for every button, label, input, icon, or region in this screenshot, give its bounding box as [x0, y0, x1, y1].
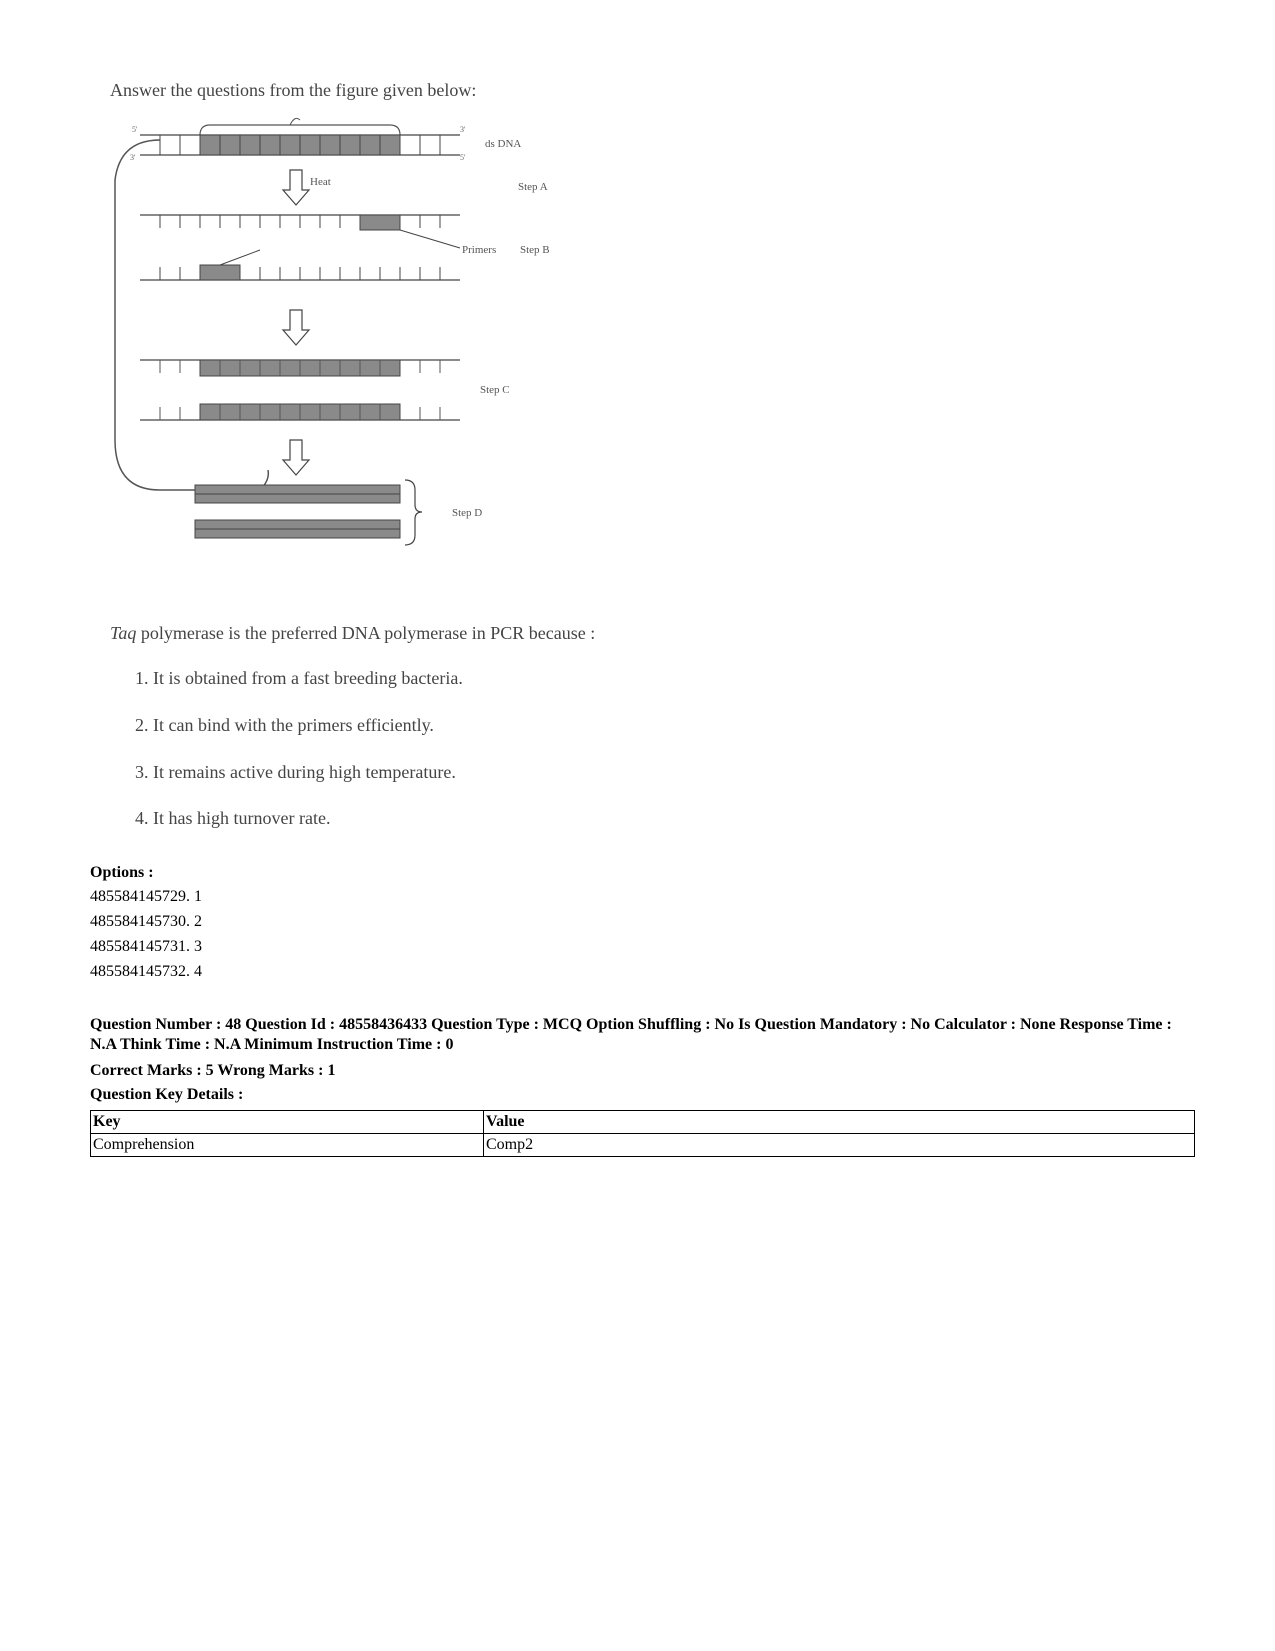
table-header-value: Value [484, 1111, 1195, 1134]
question-meta-line: Question Number : 48 Question Id : 48558436433 Question Type : MCQ Option Shuffling : No Is Question Mandatory : No Calculator : None Response Time : N.A Think Time : N.A Minimum Instruction Time : 0 [90, 1016, 1172, 1053]
table-row [91, 1134, 1195, 1157]
option-item: 485584145731. 3 [90, 938, 202, 955]
primer [360, 215, 400, 230]
statement-3: 3. It remains active during high temperature. [135, 762, 456, 782]
pcr-diagram [100, 110, 600, 610]
marks-line: Correct Marks : 5 Wrong Marks : 1 [90, 1062, 336, 1079]
down-arrow-icon [283, 440, 309, 475]
question-key-table [90, 1110, 1195, 1157]
question-image [100, 60, 700, 850]
table-header-row [91, 1111, 1195, 1134]
heat-label: Heat [310, 176, 331, 188]
step-a-label: Step A [518, 181, 548, 193]
option-item: 485584145730. 2 [90, 913, 202, 930]
down-arrow-icon [283, 170, 309, 205]
table-header-key: Key [91, 1111, 484, 1134]
primer [200, 265, 240, 280]
taq-italic: Taq [110, 623, 137, 643]
question-stem [110, 623, 595, 644]
three-prime-label: 3' [460, 125, 466, 134]
step-b-label: Step B [520, 244, 550, 256]
options-title: Options : [90, 864, 154, 881]
primers-label: Primers [462, 244, 497, 256]
step-d-label: Step D [452, 507, 483, 519]
table-cell-key: Comprehension [91, 1134, 484, 1157]
question-stem-rest: polymerase is the preferred DNA polymerase in PCR because : [136, 623, 596, 643]
ds-dna-strands [130, 125, 466, 162]
statement-2: 2. It can bind with the primers efficiently. [135, 715, 434, 735]
key-details-title: Question Key Details : [90, 1086, 244, 1103]
ds-dna-label: ds DNA [485, 138, 522, 150]
question-intro: Answer the questions from the figure given below: [110, 80, 477, 100]
option-item: 485584145732. 4 [90, 963, 202, 980]
option-item: 485584145729. 1 [90, 888, 202, 905]
down-arrow-icon [283, 310, 309, 345]
five-prime-label: 5' [132, 125, 138, 134]
table-cell-value: Comp2 [484, 1134, 1195, 1157]
three-prime-label: 3' [130, 153, 136, 162]
statement-1: 1. It is obtained from a fast breeding bacteria. [135, 668, 463, 688]
statement-4: 4. It has high turnover rate. [135, 808, 331, 828]
step-c-label: Step C [480, 384, 510, 396]
five-prime-label: 5' [460, 153, 466, 162]
